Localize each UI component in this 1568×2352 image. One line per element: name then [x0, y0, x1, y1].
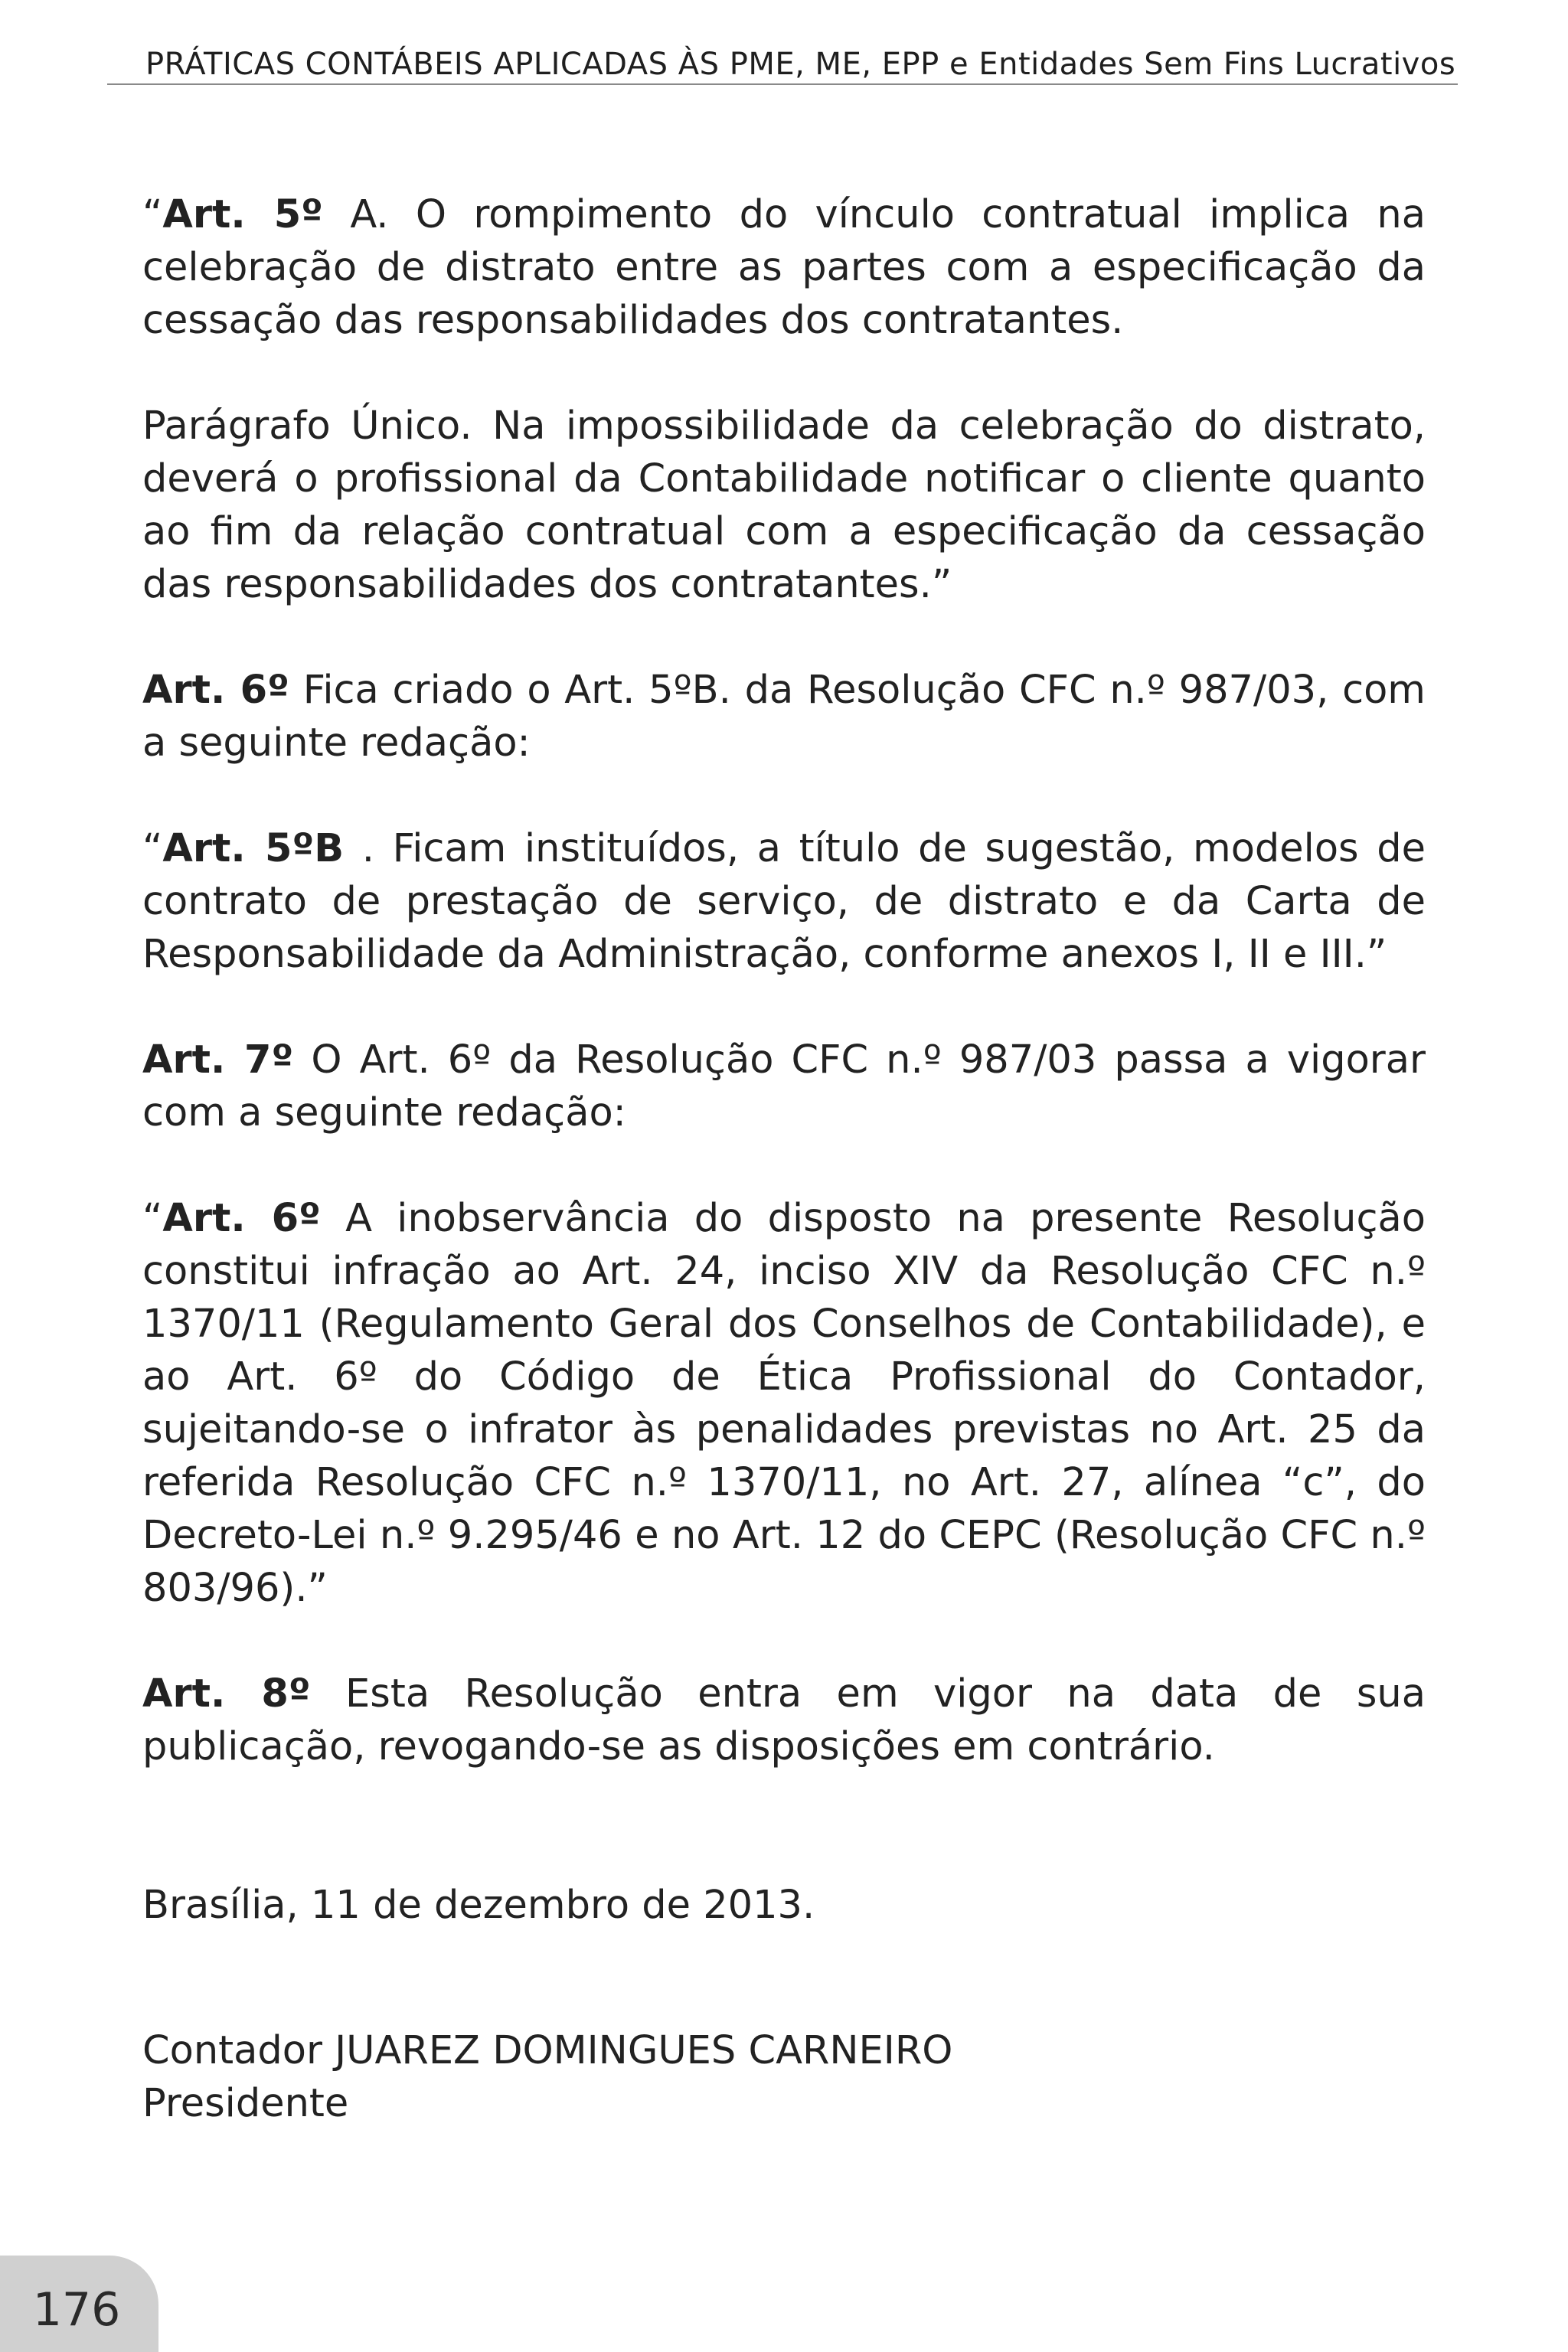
article-label: Art. 5ºB — [162, 826, 345, 871]
page-number: 176 — [32, 2283, 121, 2337]
article-label: Art. 6º — [142, 668, 289, 713]
paragraph-art-7 — [142, 1034, 1426, 1139]
article-text: A. O rompimento do vínculo contratual implica na celebração de distrato entre as partes com a especificação da cessação das responsabilidades dos contratantes. — [142, 192, 1426, 343]
open-quote: “ — [142, 192, 163, 237]
paragraph-art-6-new-text — [142, 1192, 1426, 1615]
header-divider — [107, 83, 1458, 85]
article-text: Parágrafo Único. Na impossibilidade da celebração do distrato, deverá o profissional da Contabilidade notificar o cliente quanto ao fim da relação contratual com a especificação da cessação das responsabilidades dos contratantes.” — [142, 403, 1426, 607]
document-body — [142, 188, 1426, 2130]
paragraph-art-6 — [142, 664, 1426, 769]
paragraph-art-5a — [142, 188, 1426, 347]
open-quote: “ — [142, 826, 163, 871]
article-label: Art. 8º — [142, 1671, 311, 1717]
article-text: A inobservância do disposto na presente Resolução constitui infração ao Art. 24, inciso XIV da Resolução CFC n.º 1370/11 (Regulamento Geral dos Conselhos de Contabilidade), e ao Art. 6º do Código de Ética Profissional do Contador, sujeitando-se o infrator às penalidades previstas no Art. 25 da referida Resolução CFC n.º 1370/11, no Art. 27, alínea “c”, do Decreto-Lei n.º 9.295/46 e no Art. 12 do CEPC (Resolução CFC n.º 803/96).” — [142, 1196, 1426, 1611]
paragraph-paragrafo-unico — [142, 400, 1426, 611]
running-header: PRÁTICAS CONTÁBEIS APLICADAS ÀS PME, ME, EPP e Entidades Sem Fins Lucrativos — [145, 47, 1456, 82]
signatory-name: Contador JUAREZ DOMINGUES CARNEIRO — [142, 2028, 953, 2073]
article-text: O Art. 6º da Resolução CFC n.º 987/03 passa a vigorar com a seguinte redação: — [142, 1037, 1426, 1135]
paragraph-art-8 — [142, 1668, 1426, 1773]
article-text: Esta Resolução entra em vigor na data de sua publicação, revogando-se as disposições em contrário. — [142, 1671, 1426, 1769]
article-label: Art. 7º — [142, 1037, 294, 1083]
article-text: . Ficam instituídos, a título de sugestão, modelos de contrato de prestação de serviço, de distrato e da Carta de Responsabilidade da Administração, conforme anexos I, II e III.” — [142, 826, 1426, 977]
open-quote: “ — [142, 1196, 163, 1241]
place-and-date: Brasília, 11 de dezembro de 2013. — [142, 1883, 815, 1928]
paragraph-art-5b — [142, 822, 1426, 981]
article-text: Fica criado o Art. 5ºB. da Resolução CFC n.º 987/03, com a seguinte redação: — [142, 668, 1426, 766]
signatory-role: Presidente — [142, 2081, 349, 2126]
article-label: Art. 6º — [162, 1196, 321, 1241]
article-label: Art. 5º — [162, 192, 323, 237]
